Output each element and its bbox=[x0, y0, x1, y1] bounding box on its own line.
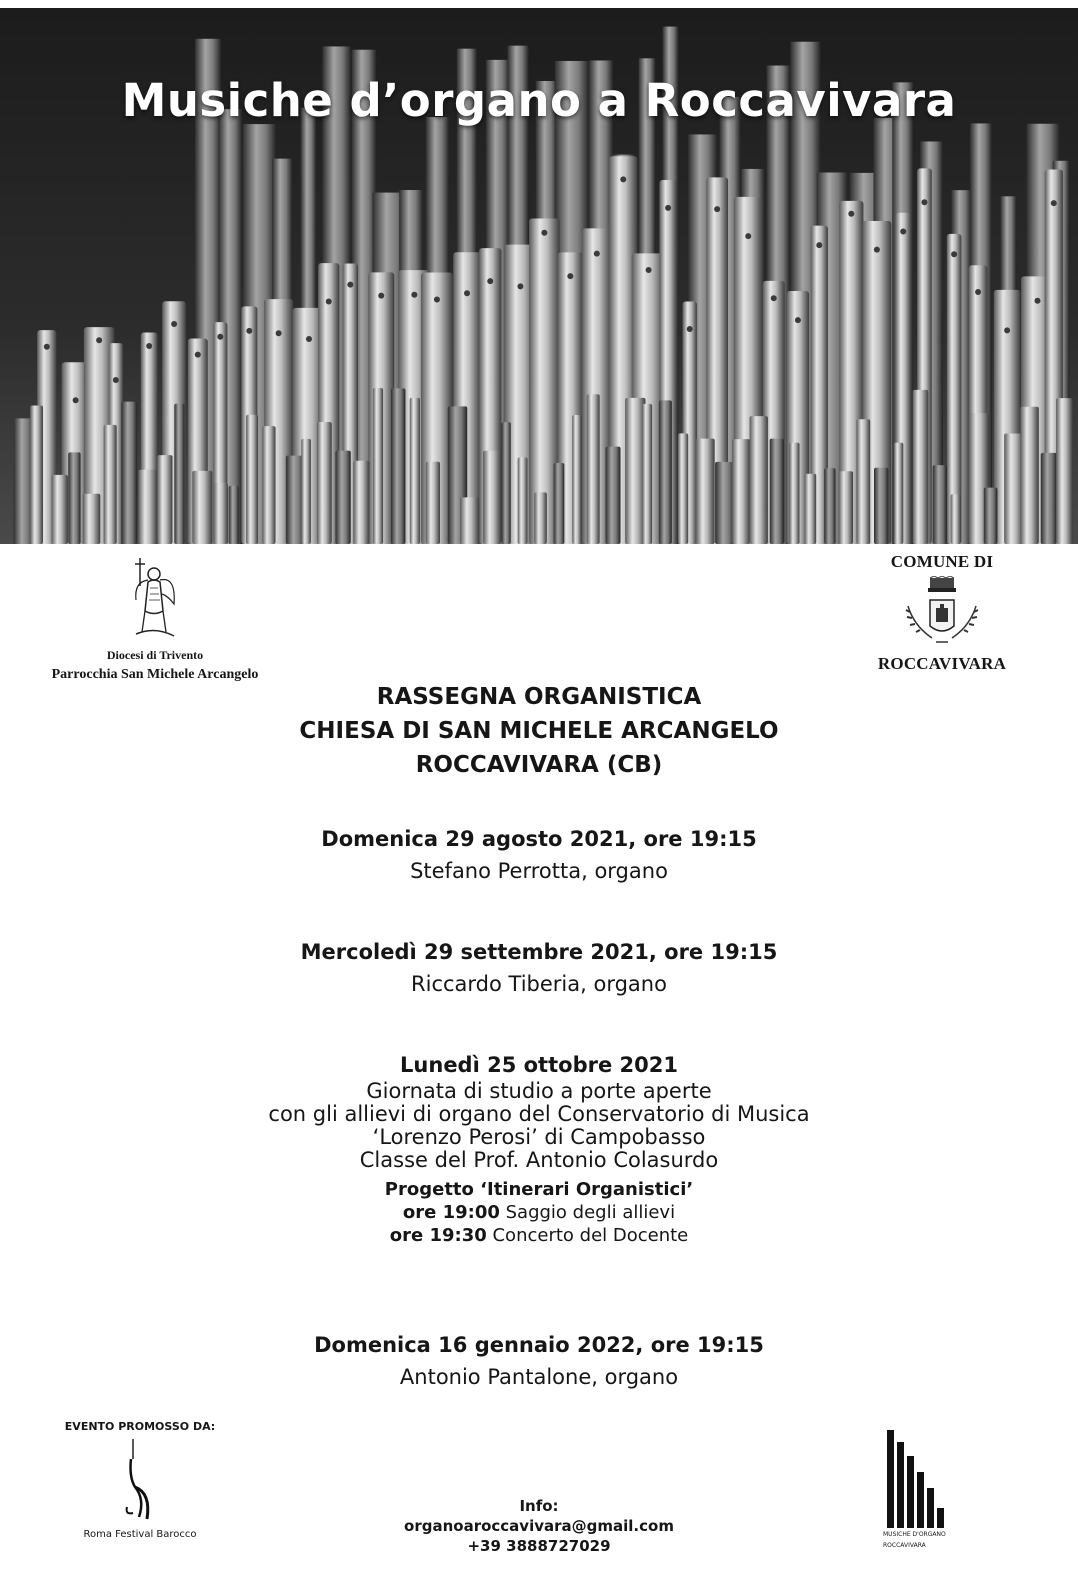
organ-pipe bbox=[789, 443, 799, 544]
pipe-knob bbox=[306, 336, 312, 342]
organ-pipe bbox=[301, 439, 311, 544]
organ-pipe bbox=[518, 457, 528, 544]
organ-pipe bbox=[587, 394, 600, 544]
organ-pipe bbox=[410, 398, 420, 544]
event-performer: Antonio Pantalone, organo bbox=[399, 1365, 679, 1389]
organ-pipe bbox=[373, 388, 383, 544]
pipe-knob bbox=[276, 330, 282, 336]
pipe-knob bbox=[195, 352, 201, 358]
festival-heading bbox=[0, 680, 1078, 782]
schedule-row bbox=[0, 1201, 1078, 1224]
pipe-knob bbox=[848, 211, 854, 217]
organ-pipe bbox=[534, 492, 547, 544]
organ-pipe bbox=[951, 494, 961, 544]
organ-pipe bbox=[68, 452, 80, 544]
promoter-label: EVENTO PROMOSSO DA: bbox=[64, 1420, 216, 1433]
organ-pipe bbox=[856, 419, 870, 544]
pipe-knob bbox=[44, 344, 50, 350]
organ-pipe bbox=[262, 426, 275, 544]
heading-line-2: CHIESA DI SAN MICHELE ARCANGELO bbox=[299, 718, 779, 744]
organ-pipe bbox=[1056, 398, 1073, 544]
schedule-text: Concerto del Docente bbox=[486, 1225, 689, 1246]
pipe-knob bbox=[665, 205, 671, 211]
schedule-text: Saggio degli allievi bbox=[499, 1202, 676, 1223]
organ-pipe bbox=[138, 470, 157, 544]
organ-pipe bbox=[839, 471, 853, 544]
promoter-name: Roma Festival Barocco bbox=[83, 1529, 197, 1540]
pipe-knob bbox=[951, 251, 957, 257]
info-label: Info: bbox=[519, 1497, 559, 1515]
organ-pipe bbox=[174, 404, 184, 544]
event-2 bbox=[0, 937, 1078, 1001]
pipe-knob bbox=[246, 328, 252, 334]
organ-pipe bbox=[913, 390, 929, 544]
organ-pipe bbox=[933, 465, 947, 544]
pipe-knob bbox=[378, 293, 384, 299]
event-line: Classe del Prof. Antonio Colasurdo bbox=[359, 1148, 719, 1172]
organ-pipe bbox=[874, 468, 888, 544]
brand-line-2: ROCCAVIVARA bbox=[883, 1542, 926, 1549]
organ-pipe bbox=[192, 471, 212, 544]
organ-pipe bbox=[317, 422, 332, 544]
organ-pipe bbox=[732, 439, 750, 544]
organ-pipe bbox=[104, 425, 117, 544]
parish-name: Parrocchia San Michele Arcangelo bbox=[51, 667, 259, 682]
organ-pipe bbox=[770, 439, 784, 544]
pipe-knob bbox=[771, 295, 777, 301]
pipe-knob bbox=[217, 334, 223, 340]
heading-line-3: ROCCAVIVARA (CB) bbox=[415, 752, 663, 778]
municipality-logo bbox=[872, 552, 1012, 674]
organ-pipe bbox=[501, 422, 510, 544]
pipe-knob bbox=[1004, 327, 1010, 333]
event-date: Domenica 16 gennaio 2022, ore 19:15 bbox=[314, 1333, 764, 1357]
pipe-knob bbox=[874, 247, 880, 253]
organ-pipe bbox=[715, 462, 735, 544]
pipe-knob bbox=[1035, 298, 1041, 304]
pipe-knob bbox=[714, 206, 720, 212]
event-1 bbox=[0, 824, 1078, 888]
organ-pipe bbox=[805, 474, 817, 544]
pipe-knob bbox=[795, 317, 801, 323]
schedule-time: ore 19:30 bbox=[389, 1225, 487, 1246]
organ-pipe bbox=[606, 447, 621, 544]
organ-pipe bbox=[353, 461, 369, 544]
organ-pipe bbox=[483, 451, 501, 544]
pipe-knob bbox=[975, 289, 981, 295]
event-3 bbox=[0, 1050, 1078, 1247]
organ-pipe bbox=[391, 388, 406, 544]
organ-pipe bbox=[335, 451, 350, 544]
pipe-knob bbox=[517, 283, 523, 289]
pipe-knob bbox=[146, 343, 152, 349]
heading-line-1: RASSEGNA ORGANISTICA bbox=[376, 684, 702, 710]
hero-photo bbox=[0, 8, 1078, 544]
organ-pipe bbox=[121, 402, 137, 544]
hero-title: Musiche d’organo a Roccavivara bbox=[121, 74, 957, 127]
event-performer: Riccardo Tiberia, organo bbox=[411, 972, 667, 996]
event-project bbox=[0, 1178, 1078, 1247]
diocese-logo bbox=[20, 556, 290, 683]
event-date: Lunedì 25 ottobre 2021 bbox=[400, 1053, 678, 1077]
pipe-knob bbox=[464, 290, 470, 296]
diocese-name: Diocesi di Trivento bbox=[106, 648, 204, 662]
organ-pipe bbox=[750, 416, 768, 544]
organ-pipe bbox=[30, 406, 43, 544]
pipe-knob bbox=[646, 267, 652, 273]
organ-pipe bbox=[460, 497, 479, 544]
pipe-knob bbox=[816, 242, 822, 248]
project-title: Progetto ‘Itinerari Organistici’ bbox=[384, 1179, 694, 1200]
pipe-knob bbox=[347, 282, 353, 288]
pipe-knob bbox=[113, 377, 119, 383]
event-line: con gli allievi di organo del Conservatorio di Musica bbox=[268, 1102, 810, 1126]
pipe-knob bbox=[900, 228, 906, 234]
pipe-knob bbox=[326, 299, 332, 305]
schedule-row bbox=[0, 1224, 1078, 1247]
organ-bars-icon bbox=[883, 1428, 953, 1528]
organ-pipe bbox=[229, 486, 239, 544]
organ-pipe bbox=[1041, 453, 1057, 544]
pipe-knob bbox=[73, 397, 79, 403]
organ-pipe bbox=[984, 488, 998, 544]
municipality-top: COMUNE DI bbox=[890, 552, 994, 571]
pipe-knob bbox=[594, 251, 600, 257]
event-performer: Stefano Perrotta, organo bbox=[410, 859, 668, 883]
pipe-knob bbox=[541, 230, 547, 236]
pipe-knob bbox=[921, 199, 927, 205]
pipe-knob bbox=[487, 278, 493, 284]
pipe-knob bbox=[567, 273, 573, 279]
organ-pipe bbox=[554, 463, 565, 544]
organ-pipe bbox=[426, 462, 440, 544]
organ-pipe bbox=[642, 404, 652, 544]
event-line: Giornata di studio a porte aperte bbox=[366, 1079, 712, 1103]
organ-pipe bbox=[696, 439, 715, 544]
organ-pipe bbox=[824, 468, 835, 544]
contact-phone[interactable]: +39 3888727029 bbox=[467, 1537, 611, 1555]
coat-of-arms-icon bbox=[900, 576, 984, 650]
organ-pipe bbox=[246, 415, 258, 544]
pipe-knob bbox=[434, 296, 440, 302]
organ-pipe bbox=[214, 483, 228, 544]
pipe-knob bbox=[96, 337, 102, 343]
organ-pipe bbox=[1020, 407, 1038, 544]
organ-pipe bbox=[52, 475, 68, 544]
brand-line-1: MUSICHE D'ORGANO bbox=[883, 1531, 946, 1538]
pipe-knob bbox=[620, 176, 626, 182]
pipe-knob bbox=[687, 326, 693, 332]
organ-pipe bbox=[678, 433, 688, 544]
organ-pipe bbox=[83, 494, 101, 544]
organ-pipe bbox=[659, 400, 672, 544]
pipe-knob bbox=[1051, 200, 1057, 206]
event-line: ‘Lorenzo Perosi’ di Campobasso bbox=[372, 1125, 706, 1149]
contact-email[interactable]: organoaroccavivara@gmail.com bbox=[404, 1517, 674, 1535]
event-date: Mercoledì 29 settembre 2021, ore 19:15 bbox=[300, 940, 778, 964]
event-date: Domenica 29 agosto 2021, ore 19:15 bbox=[321, 827, 757, 851]
organ-pipe bbox=[157, 455, 172, 544]
saint-michael-icon bbox=[130, 556, 180, 642]
pipe-knob bbox=[171, 321, 177, 327]
pipe-knob bbox=[411, 292, 417, 298]
event-4 bbox=[0, 1330, 1078, 1394]
organ-pipe bbox=[894, 443, 903, 544]
organ-pipe bbox=[572, 415, 581, 544]
municipality-bottom: ROCCAVIVARA bbox=[877, 654, 1007, 673]
schedule-time: ore 19:00 bbox=[402, 1202, 500, 1223]
pipe-knob bbox=[745, 233, 751, 239]
brand-logo bbox=[883, 1428, 963, 1550]
